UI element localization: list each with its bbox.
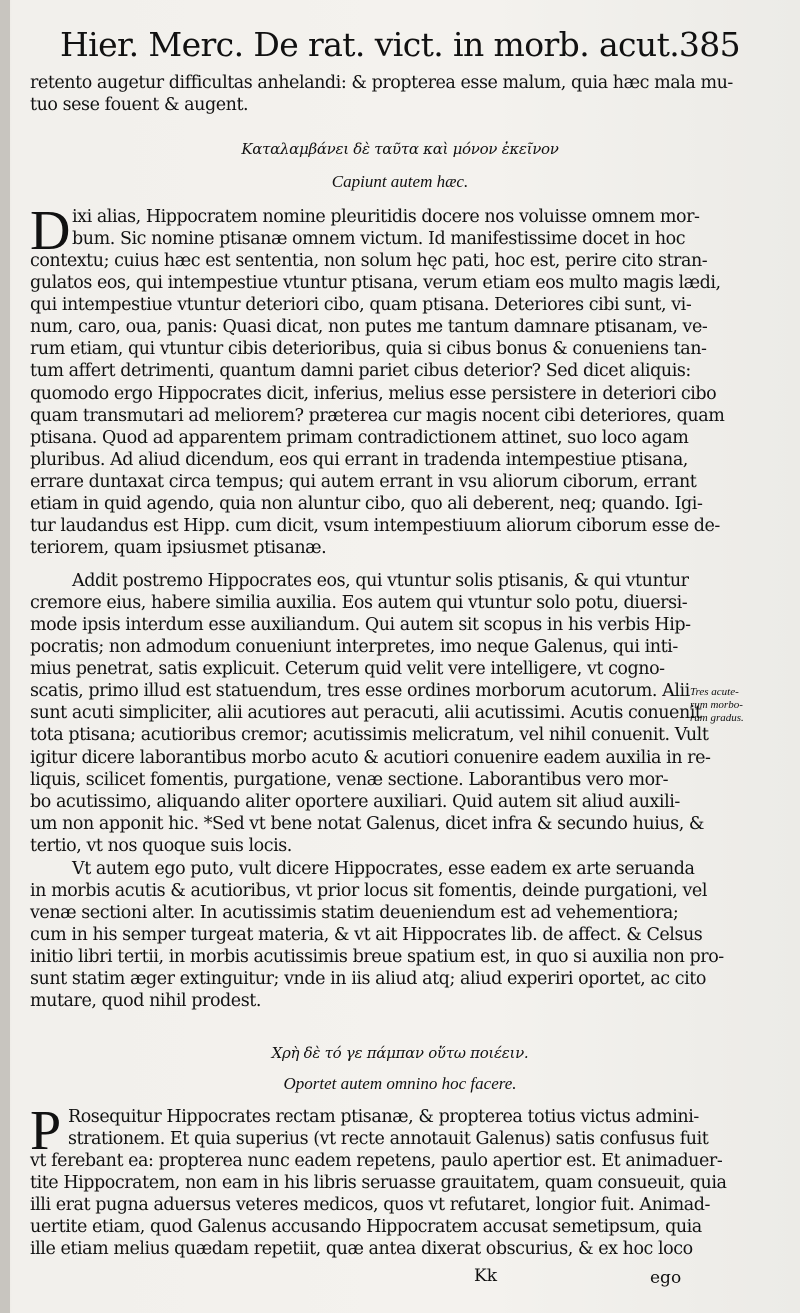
text-line: cremore eius, habere similia auxilia. Eos autem qui vtuntur solo potu, diuersi- bbox=[30, 593, 688, 614]
text-line: mode ipsis interdum esse auxiliandum. Qui autem sit scopus in his verbis Hip- bbox=[30, 615, 691, 636]
text-line: Vt autem ego puto, vult dicere Hippocrates, esse eadem ex arte seruanda bbox=[72, 859, 695, 879]
greek-lemma-1: Καταλαμβάνει δὲ ταῦτα καὶ μόνον ἐκεῖνον bbox=[241, 140, 559, 158]
text-line: in morbis acutis & acutioribus, vt prior locus sit fomentis, deinde purgationi, vel bbox=[30, 881, 707, 902]
text-line: sunt statim æger extinguitur; vnde in iis aliud atq; aliud experiri oportet, ac cito bbox=[30, 969, 706, 990]
text-line: quam transmutari ad meliorem? præterea cur magis nocent cibi deteriores, quam bbox=[30, 405, 725, 426]
text-line: gulatos eos, qui intempestiue vtuntur ptisana, verum etiam eos multo magis lædi, bbox=[30, 273, 721, 294]
drop-cap-d: D bbox=[30, 200, 71, 262]
text-line: scatis, primo illud est statuendum, tres esse ordines morborum acutorum. Alii bbox=[30, 681, 690, 702]
text-line: tum affert detrimenti, quantum damni pariet cibus deterior? Sed dicet aliquis: bbox=[30, 361, 691, 382]
text-line: rum etiam, qui vtuntur cibis deterioribus, quia si cibus bonus & conueniens tan- bbox=[30, 339, 707, 360]
text-line: cum in his semper turgeat materia, & vt ait Hippocrates lib. de affect. & Celsus bbox=[30, 925, 703, 946]
text-line: tota ptisana; acutioribus cremor; acutissimis melicratum, vel nihil conuenit. Vult bbox=[30, 725, 709, 746]
section-1-paragraph bbox=[30, 200, 725, 559]
text-line: tur laudandus est Hipp. cum dicit, vsum intempestiuum aliorum ciborum esse de- bbox=[30, 515, 720, 536]
drop-cap-p: P bbox=[30, 1100, 62, 1162]
text-line: venæ sectioni alter. In acutissimis statim deueniendum est ad vehementiora; bbox=[30, 903, 679, 924]
margin-note-line: rum morbo- bbox=[690, 699, 743, 711]
text-line: pocratis; non admodum conueniunt interpretes, imo neque Galenus, qui inti- bbox=[30, 637, 678, 658]
text-line: um non apponit hic. *Sed vt bene notat Galenus, dicet infra & secundo huius, & bbox=[30, 813, 705, 834]
latin-lemma-1: Capiunt autem hæc. bbox=[331, 172, 469, 191]
text-line: quomodo ergo Hippocrates dicit, inferius, melius esse persistere in deteriori cibo bbox=[30, 383, 717, 404]
section-4-paragraph bbox=[30, 1100, 727, 1260]
text-line: pluribus. Ad aliud dicendum, eos qui errant in tradenda intempestiue ptisana, bbox=[30, 449, 688, 470]
text-line: ixi alias, Hippocratem nomine pleuritidis docere nos voluisse omnem mor- bbox=[72, 207, 700, 227]
signature-mark: Kk bbox=[474, 1266, 498, 1286]
text-line: strationem. Et quia superius (vt recte annotauit Galenus) satis confusus fuit bbox=[68, 1129, 709, 1150]
text-line: num, caro, oua, panis: Quasi dicat, non putes me tantum damnare ptisanam, ve- bbox=[30, 317, 708, 338]
margin-note bbox=[690, 686, 798, 725]
text-line: errare duntaxat circa tempus; qui autem errant in vsu aliorum ciborum, errant bbox=[30, 471, 697, 492]
text-line: vt ferebant ea: propterea nunc eadem repetens, paulo apertior est. Et animaduer- bbox=[30, 1151, 723, 1172]
text-line: igitur dicere laborantibus morbo acuto & acutiori conuenire eadem auxilia in re- bbox=[30, 747, 711, 768]
catchword: ego bbox=[650, 1268, 682, 1288]
text-line: qui intempestiue vtuntur deteriori cibo, quam ptisana. Deteriores cibi sunt, vi- bbox=[30, 295, 692, 316]
text-line: tuo sese fouent & augent. bbox=[30, 95, 249, 116]
section-2-paragraph bbox=[30, 570, 711, 857]
page-number: 385 bbox=[678, 25, 740, 64]
text-line: ptisana. Quod ad apparentem primam contradictionem attinet, suo loco agam bbox=[30, 427, 689, 448]
intro-paragraph bbox=[30, 72, 733, 116]
text-line: sunt acuti simpliciter, alii acutiores aut peracuti, alii acutissimi. Acutis conuenit bbox=[30, 703, 702, 724]
text-line: mutare, quod nihil prodest. bbox=[30, 991, 261, 1012]
text-line: bum. Sic nomine ptisanæ omnem victum. Id manifestissime docet in hoc bbox=[72, 229, 686, 250]
text-line: tertio, vt nos quoque suis locis. bbox=[30, 835, 292, 856]
text-line: initio libri tertii, in morbis acutissimis breue spatium est, in quo si auxilia non pro- bbox=[30, 947, 724, 968]
page-gutter bbox=[0, 0, 10, 1313]
text-line: contextu; cuius hæc est sententia, non solum hęc pati, hoc est, perire cito stran- bbox=[30, 251, 708, 272]
text-line: uertite etiam, quod Galenus accusando Hippocratem accusat semetipsum, quia bbox=[30, 1217, 702, 1238]
text-line: ille etiam melius quædam repetiit, quæ antea dixerat obscurius, & ex hoc loco bbox=[30, 1239, 693, 1260]
text-line: Addit postremo Hippocrates eos, qui vtuntur solis ptisanis, & qui vtuntur bbox=[72, 571, 689, 591]
latin-lemma-2: Oportet autem omnino hoc facere. bbox=[283, 1074, 517, 1093]
text-line: illi erat pugna aduersus veteres medicos, quos vt refutaret, longior fuit. Animad- bbox=[30, 1195, 710, 1216]
text-line: liquis, scilicet fomentis, purgatione, venæ sectione. Laborantibus vero mor- bbox=[30, 769, 669, 790]
running-title: Hier. Merc. De rat. vict. in morb. acut. bbox=[60, 25, 680, 64]
text-line: tite Hippocratem, non eam in his libris seruasse grauitatem, quam consueuit, quia bbox=[30, 1173, 727, 1194]
greek-lemma-2: Χρὴ δὲ τό γε πάμπαν οὕτω ποιέειν. bbox=[271, 1044, 529, 1062]
text-line: retento augetur difficultas anhelandi: & propterea esse malum, quia hæc mala mu- bbox=[30, 73, 733, 93]
text-line: teriorem, quam ipsiusmet ptisanæ. bbox=[30, 537, 327, 558]
margin-note-line: Tres acute- bbox=[690, 686, 739, 698]
margin-note-line: rum gradus. bbox=[690, 712, 744, 724]
text-line: Rosequitur Hippocrates rectam ptisanæ, & propterea totius victus admini- bbox=[68, 1107, 699, 1127]
text-line: mius penetrat, satis explicuit. Ceterum quid velit vere intelligere, vt cogno- bbox=[30, 659, 665, 680]
text-line: bo acutissimo, aliquando aliter oportere auxiliari. Quid autem sit aliud auxili- bbox=[30, 791, 680, 812]
section-3-paragraph bbox=[30, 858, 724, 1012]
running-header bbox=[60, 20, 740, 70]
text-line: etiam in quid agendo, quia non aluntur cibo, quo ali deberent, neq; quando. Igi- bbox=[30, 493, 703, 514]
